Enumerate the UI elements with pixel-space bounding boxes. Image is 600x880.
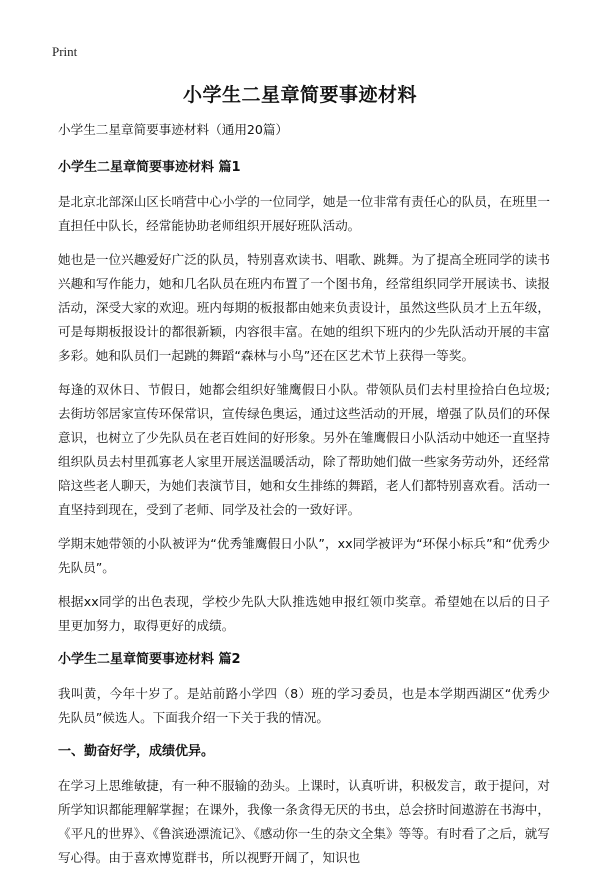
document-title: 小学生二星章简要事迹材料 <box>182 84 417 106</box>
document-subtitle: 小学生二星章简要事迹材料（通用20篇） <box>58 122 289 137</box>
section-heading-2: 小学生二星章简要事迹材料 篇2 <box>58 652 241 667</box>
paragraph: 在学习上思维敏捷，有一种不服输的劲头。上课时，认真听讲，积极发言，敢于提问，对所学知识都能理解掌握；在课外，我像一条贪得无厌的书虫，总会挤时间遨游在书海中，《平凡的世界》、《鲁滨逊漂流记》、《感动你一生的杂文全集》等等。有时看了之后，就写写心得。由于喜欢博览群书，所以视野开阔了，知识也 <box>58 778 550 865</box>
paragraph: 每逢的双休日、节假日，她都会组织好雏鹰假日小队。带领队员们去村里捡拾白色垃圾;去街坊邻居家宣传环保常识，宣传绿色奥运，通过这些活动的开展，增强了队员们的环保意识，也树立了少先队员在老百姓间的好形象。另外在雏鹰假日小队活动中她还一直坚持组织队员去村里孤寡老人家里开展送温暖活动，除了帮助她们做一些家务劳动外，还经常陪这些老人聊天，为她们表演节目，她和女生排练的舞蹈，老人们都特别喜欢看。活动一直坚持到现在，受到了老师、同学及社会的一致好评。 <box>58 382 550 517</box>
print-link[interactable]: Print <box>52 44 78 59</box>
paragraph: 我叫黄，今年十岁了。是站前路小学四（8）班的学习委员，也是本学期西湖区“优秀少先队员”候选人。下面我介绍一下关于我的情况。 <box>58 686 550 725</box>
subheading: 一、勤奋好学，成绩优异。 <box>58 744 215 759</box>
paragraph: 学期末她带领的小队被评为“优秀雏鹰假日小队”，xx同学被评为“环保小标兵”和“优秀少先队员”。 <box>58 536 550 575</box>
paragraph: 是北京北部深山区长哨营中心小学的一位同学，她是一位非常有责任心的队员，在班里一直担任中队长，经常能协助老师组织开展好班队活动。 <box>58 194 550 233</box>
section-heading-1: 小学生二星章简要事迹材料 篇1 <box>58 160 241 175</box>
document-body <box>58 118 550 880</box>
paragraph: 根据xx同学的出色表现，学校少先队大队推选她申报红领巾奖章。希望她在以后的日子里更加努力，取得更好的成绩。 <box>58 594 550 633</box>
paragraph: 她也是一位兴趣爱好广泛的队员，特别喜欢读书、唱歌、跳舞。为了提高全班同学的读书兴趣和写作能力，她和几名队员在班内布置了一个图书角，经常组织同学开展读书、读报活动，深受大家的欢迎。班内每期的板报都由她来负责设计，虽然这些队员才上五年级，可是每期板报设计的都很新颖，内容很丰富。在她的组织下班内的少先队活动开展的丰富多彩。她和队员们一起跳的舞蹈“森林与小鸟”还在区艺术节上获得一等奖。 <box>58 252 550 363</box>
